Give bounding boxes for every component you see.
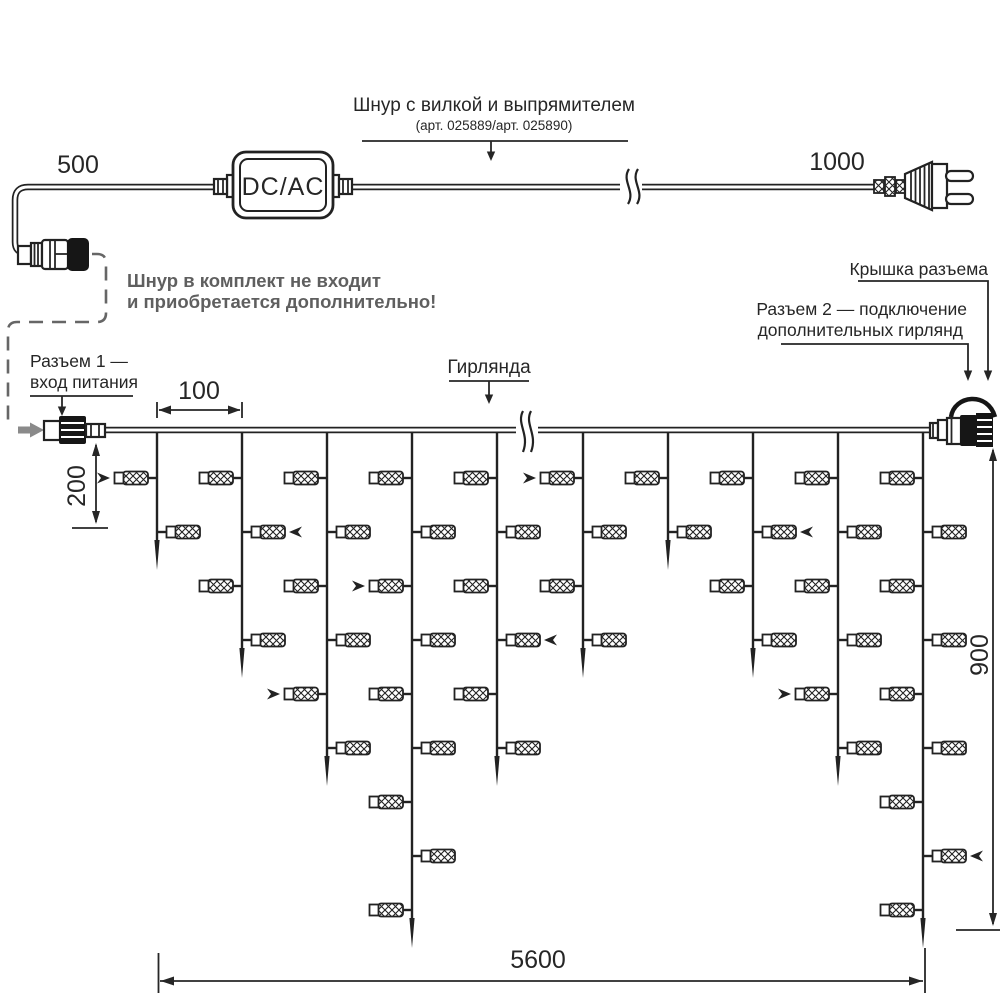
led-cap	[881, 797, 890, 808]
led-cap	[881, 905, 890, 916]
garland-drop-tip	[239, 648, 244, 678]
dim-900-label: 900	[966, 634, 994, 676]
cord-end-connector-icon	[18, 238, 89, 271]
led-cap	[541, 581, 550, 592]
led-bulb	[515, 742, 540, 755]
connector1-label-line2: вход питания	[30, 372, 138, 392]
flash-led-arrow	[800, 527, 813, 538]
led-bulb	[378, 580, 403, 593]
cord-callout-title: Шнур с вилкой и выпрямителем	[353, 95, 635, 116]
led-bulb	[601, 526, 626, 539]
led-bulb	[941, 742, 966, 755]
led-cap	[796, 581, 805, 592]
led-bulb	[804, 580, 829, 593]
garland-drop-tip	[154, 540, 159, 570]
led-cap	[796, 689, 805, 700]
led-bulb	[889, 904, 914, 917]
connector2-callout	[756, 299, 972, 381]
led-cap	[115, 473, 124, 484]
note-line2: и приобретается дополнительно!	[127, 291, 437, 312]
led-cap	[455, 581, 464, 592]
led-cap	[593, 635, 602, 646]
dim-500-label: 500	[57, 151, 99, 179]
garland-drop-tip	[409, 918, 414, 948]
flash-led-arrow	[523, 473, 536, 484]
led-bulb	[378, 796, 403, 809]
led-cap	[252, 635, 261, 646]
led-cap	[370, 473, 379, 484]
power-cord-assembly	[15, 95, 973, 253]
led-bulb	[515, 634, 540, 647]
led-cap	[933, 851, 942, 862]
led-cap	[370, 581, 379, 592]
flash-led-arrow	[970, 851, 983, 862]
led-bulb	[430, 634, 455, 647]
cord-callout-arrow	[487, 152, 495, 162]
led-bulb	[549, 472, 574, 485]
led-cap	[422, 743, 431, 754]
led-cap	[881, 473, 890, 484]
led-bulb	[378, 472, 403, 485]
led-bulb	[430, 850, 455, 863]
led-cap	[370, 797, 379, 808]
led-bulb	[208, 580, 233, 593]
connector1-icon	[44, 416, 105, 444]
led-cap	[455, 689, 464, 700]
garland-drop-tip	[580, 648, 585, 678]
led-bulb	[856, 526, 881, 539]
dcac-converter-box	[214, 152, 352, 218]
led-cap	[881, 689, 890, 700]
led-bulb	[260, 634, 285, 647]
led-bulb	[889, 472, 914, 485]
led-cap	[933, 527, 942, 538]
not-included-section	[8, 238, 436, 438]
led-bulb	[634, 472, 659, 485]
dim-200-label: 200	[63, 465, 91, 507]
flash-led-arrow	[352, 581, 365, 592]
led-cap	[422, 635, 431, 646]
led-bulb	[175, 526, 200, 539]
led-bulb	[549, 580, 574, 593]
led-bulb	[771, 634, 796, 647]
led-cap	[763, 527, 772, 538]
note-line1: Шнур в комплект не входит	[127, 270, 381, 291]
led-bulb	[856, 742, 881, 755]
dim-100-label: 100	[178, 377, 220, 405]
garland-drop-tip	[324, 756, 329, 786]
led-bulb	[719, 580, 744, 593]
dimension-annotations	[63, 377, 1000, 993]
garland-callout	[447, 357, 531, 404]
dcac-right-plug-icon	[339, 179, 352, 194]
led-bulb	[601, 634, 626, 647]
led-cap	[626, 473, 635, 484]
wire-break-icon	[521, 411, 533, 452]
dcac-left-plug-icon	[214, 179, 227, 194]
led-bulb	[345, 634, 370, 647]
led-bulb	[293, 580, 318, 593]
led-bulb	[804, 472, 829, 485]
led-bulb	[889, 580, 914, 593]
garland-label: Гирлянда	[447, 357, 531, 378]
led-bulb	[378, 688, 403, 701]
led-cap	[763, 635, 772, 646]
flash-led-arrow	[289, 527, 302, 538]
led-cap	[370, 905, 379, 916]
led-cap	[337, 635, 346, 646]
flash-led-arrow	[97, 473, 110, 484]
led-cap	[200, 473, 209, 484]
garland-drop-tip	[750, 648, 755, 678]
led-bulb	[889, 688, 914, 701]
connector2-label-line1: Разъем 2 — подключение	[756, 299, 967, 319]
led-bulb	[719, 472, 744, 485]
led-cap	[422, 527, 431, 538]
dim-1000-label: 1000	[809, 148, 865, 176]
connector1-callout	[30, 351, 138, 416]
led-cap	[285, 473, 294, 484]
led-cap	[881, 581, 890, 592]
garland-assembly	[44, 399, 995, 948]
led-cap	[285, 689, 294, 700]
led-bulb	[293, 688, 318, 701]
cord-break-icon	[627, 169, 640, 204]
plug-face	[932, 164, 947, 208]
led-cap	[796, 473, 805, 484]
flash-led-arrow	[544, 635, 557, 646]
gray-arrow-icon	[18, 423, 44, 438]
plug-pin-bottom	[946, 194, 973, 204]
led-cap	[593, 527, 602, 538]
dim-5600-label: 5600	[510, 946, 566, 974]
flash-led-arrow	[778, 689, 791, 700]
led-cap	[507, 743, 516, 754]
led-cap	[337, 743, 346, 754]
connector1-label-line1: Разъем 1 —	[30, 351, 128, 371]
led-cap	[848, 527, 857, 538]
led-bulb	[941, 850, 966, 863]
led-bulb	[378, 904, 403, 917]
dcac-label: DC/AC	[241, 173, 325, 201]
led-bulb	[941, 634, 966, 647]
power-plug-icon	[874, 162, 973, 210]
led-bulb	[430, 526, 455, 539]
garland-drop-tip	[835, 756, 840, 786]
led-cap	[337, 527, 346, 538]
led-cap	[167, 527, 176, 538]
led-bulb	[463, 688, 488, 701]
led-cap	[252, 527, 261, 538]
led-cap	[200, 581, 209, 592]
led-bulb	[123, 472, 148, 485]
led-cap	[541, 473, 550, 484]
led-bulb	[889, 796, 914, 809]
led-bulb	[430, 742, 455, 755]
led-cap	[848, 635, 857, 646]
cord-callout	[353, 95, 635, 161]
dim-100	[157, 377, 242, 418]
led-bulb	[463, 580, 488, 593]
led-cap	[507, 635, 516, 646]
led-bulb	[208, 472, 233, 485]
led-cap	[711, 581, 720, 592]
led-bulb	[463, 472, 488, 485]
garland-drop-tip	[494, 756, 499, 786]
led-bulb	[293, 472, 318, 485]
led-cap	[455, 473, 464, 484]
led-cap	[370, 689, 379, 700]
led-bulb	[856, 634, 881, 647]
led-bulb	[515, 526, 540, 539]
led-bulb	[260, 526, 285, 539]
dim-5600	[159, 946, 926, 993]
cord-callout-articles: (арт. 025889/арт. 025890)	[415, 118, 573, 133]
led-cap	[933, 743, 942, 754]
led-bulb	[345, 526, 370, 539]
led-cap	[711, 473, 720, 484]
garland-drop-tip	[665, 540, 670, 570]
led-cap	[678, 527, 687, 538]
flash-led-arrow	[267, 689, 280, 700]
led-cap	[422, 851, 431, 862]
led-cap	[933, 635, 942, 646]
led-bulb	[771, 526, 796, 539]
connector2-icon	[930, 399, 995, 447]
dim-200	[63, 443, 108, 528]
led-cap	[848, 743, 857, 754]
led-bulb	[686, 526, 711, 539]
led-bulb	[345, 742, 370, 755]
led-cap	[285, 581, 294, 592]
connector-cap-label: Крышка разъема	[849, 259, 988, 279]
led-bulb	[804, 688, 829, 701]
led-cap	[507, 527, 516, 538]
connector2-label-line2: дополнительных гирлянд	[757, 320, 963, 340]
garland-drops	[97, 432, 983, 948]
plug-body	[905, 162, 932, 210]
plug-pin-top	[946, 171, 973, 181]
led-bulb	[941, 526, 966, 539]
garland-drop-tip	[920, 918, 925, 948]
